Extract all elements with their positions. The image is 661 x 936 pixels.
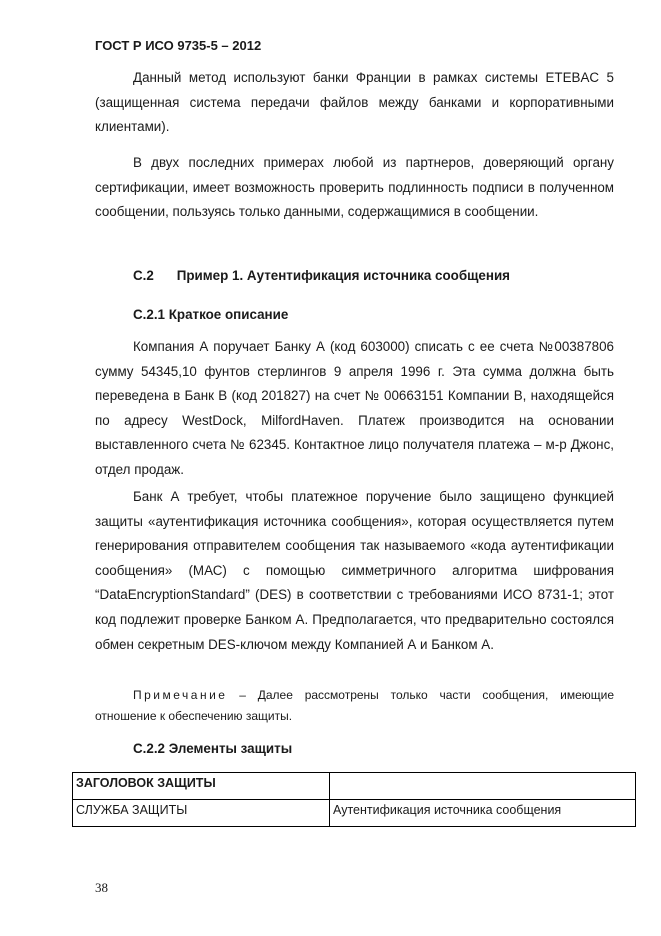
paragraph-bank-requirement: Банк А требует, чтобы платежное поручение было защищено функцией защиты «аутентификация источника сообщения», которая осуществляется путем генерирования отправителем сообщения так называемого «кода аутентификации сообщения» (МАС) с помощью симметричного алгоритма шифрования “DataEncryptionStandard” (DES) в соответствии с требованиями ИСО 8731-1; этот код подлежит проверке Банком А. Предполагается, что предварительно состоялся обмен секретным DES-ключом между Компанией А и Банком А. xyxy=(95,489,614,652)
section-heading-c22: С.2.2 Элементы защиты xyxy=(133,741,293,756)
table-cell xyxy=(330,773,636,800)
paragraph-etebac: Данный метод используют банки Франции в рамках системы ETEBAC 5 (защищенная система передачи файлов между банками и корпоративными клиентами). xyxy=(95,70,614,135)
page-number: 38 xyxy=(95,880,108,895)
note xyxy=(95,685,614,727)
table-cell: ЗАГОЛОВОК ЗАЩИТЫ xyxy=(73,773,330,800)
table-row xyxy=(73,800,636,827)
security-elements-table xyxy=(72,772,636,827)
section-heading-c2 xyxy=(133,268,510,283)
section-heading-c21: С.2.1 Краткое описание xyxy=(133,307,289,322)
paragraph-payment-order: Компания А поручает Банку А (код 603000) списать с ее счета №00387806 сумму 54345,10 фунтов стерлингов 9 апреля 1996 г. Эта сумма должна быть переведена в Банк В (код 201827) на счет № 00663151 Компании В, находящейся по адресу WestDock, MilfordHaven. Платеж производится на основании выставленного счета № 62345. Контактное лицо получателя платежа – м-р Джонс, отдел продаж. xyxy=(95,339,614,477)
table-cell: Аутентификация источника сообщения xyxy=(330,800,636,827)
document-header: ГОСТ Р ИСО 9735-5 – 2012 xyxy=(95,38,262,53)
section-title: Пример 1. Аутентификация источника сообщения xyxy=(176,268,510,283)
note-text: – Далее рассмотрены только части сообщения, имеющие отношение к обеспечению защиты. xyxy=(95,688,614,723)
section-number: С.2 xyxy=(133,268,154,283)
table-cell: СЛУЖБА ЗАЩИТЫ xyxy=(73,800,330,827)
table-row xyxy=(73,773,636,800)
note-label: Примечание xyxy=(133,688,228,702)
paragraph-certification: В двух последних примерах любой из партнеров, доверяющий органу сертификации, имеет возможность проверить подлинность подписи в полученном сообщении, пользуясь только данными, содержащимися в сообщении. xyxy=(95,155,614,220)
